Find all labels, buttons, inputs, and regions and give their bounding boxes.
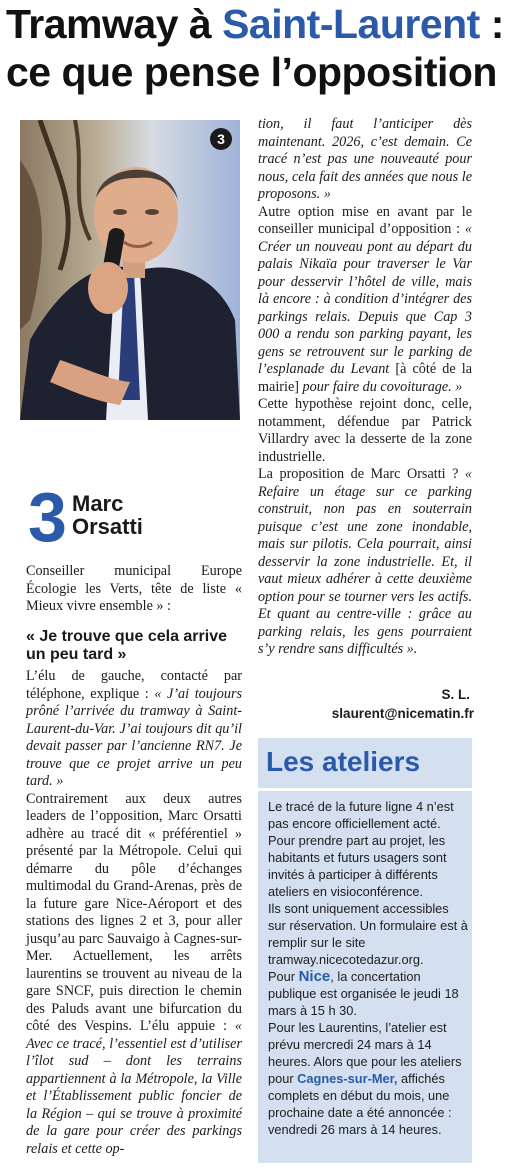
headline-text: Tramway à xyxy=(6,1,223,47)
col2-paragraph-2: Autre option mise en avant par le conseiller municipal d’opposition : « Créer un nouveau pont au départ du palais Nikaïa pour traverser le Var pour desservir l’hôtel de ville, mais là encore : à condition d’intégrer des parkings relais. Depuis que Cap 3 000 a rendu son parking payant, les gens se retrouvent sur le parking de l’esplanade du Levant [à côté de la mairie] pour faire du covoiturage. » xyxy=(258,203,472,395)
headline-line-2: ce que pense l’opposition xyxy=(6,49,497,95)
col1-paragraph-2: Contrairement aux deux autres leaders de l’opposition, Marc Orsatti adhère au tracé dit « préférentiel » présenté par la Métropole. Celui qui démarre du pôle d’échanges multimodal du Grand-Arenas, près de la future gare Nice-Aéroport et des stations des lignes 2 et 3, pour aller jusqu’au parc Sauvaigo à Cagnes-sur-Mer. Actuellement, les arrêts laurentins se trouvent au niveau de la gare SNCF, puis direction le chemin des Paluds avant une bifurcation du côté des Vespins. L’élu appuie : « Avec ce tracé, l’essentiel est d’utiliser l’îlot sud – dont les terrains appartiennent à la Métropole, la Ville et l’Établissement public foncier de la Région – qui se trouve à proximité de la gare pour créer des parkings relais et cette op- xyxy=(26,790,242,1157)
box-body xyxy=(268,798,468,1138)
box-title: Les ateliers xyxy=(266,746,421,777)
profile-name xyxy=(72,492,143,538)
author-email[interactable]: slaurent@nicematin.fr xyxy=(331,706,474,721)
col2-paragraph-3: Cette hypothèse rejoint donc, celle, notamment, défendue par Patrick Villardry avec la desserte de la zone industrielle. xyxy=(258,396,472,465)
headline-colon: : xyxy=(479,1,504,47)
profile-number: 3 xyxy=(28,478,67,556)
box-paragraph-1: Le tracé de la future ligne 4 n’est pas encore officiellement acté. Pour prendre part au projet, les habitants et futurs usagers sont invités à participer à différents ateliers en visioconférence. xyxy=(268,799,454,899)
col2-paragraph-1: tion, il faut l’anticiper dès maintenant. 2026, c’est demain. Ce tracé n’est pas une nouveauté pour nous, cela fait des années que nous le proposons. » xyxy=(258,116,472,202)
box-paragraph-4: Pour les Laurentins, l’atelier est prévu mercredi 24 mars à 14 heures. Alors que pour les ateliers pour Cagnes-sur-Mer, affichés complets en début du mois, une prochaine date a été annoncée : vendredi 26 mars à 14 heures. xyxy=(268,1020,462,1137)
box-divider xyxy=(258,788,472,791)
ateliers-box xyxy=(258,738,472,1163)
portrait-photo xyxy=(20,120,240,420)
col2-paragraph-4: La proposition de Marc Orsatti ? « Refaire un étage sur ce parking construit, non pas en souterrain puisque c’est une zone inondable, mais sur pilotis. Cela pourrait, ainsi desservir la zone industrielle. Et, il vaut mieux adhérer à cette deuxième option pour se tourner vers les actifs. Et quant au centre-ville : grâce au parking relais, les gens pourraient s’y rendre sans difficultés ». xyxy=(258,466,472,657)
headline-place: Saint-Laurent xyxy=(222,1,480,47)
profile-last-name: Orsatti xyxy=(72,514,143,539)
box-paragraph-2: Ils sont uniquement accessibles sur réservation. Un formulaire est à remplir sur le site tramway.nicecotedazur.org. xyxy=(268,901,468,967)
column-1-body xyxy=(26,668,242,1158)
column-2-body xyxy=(258,116,472,659)
profile-first-name: Marc xyxy=(72,491,124,516)
profile-intro: Conseiller municipal Europe Écologie les Verts, tête de liste « Mieux vivre ensemble » : xyxy=(26,563,242,614)
portrait-illustration xyxy=(20,120,240,420)
pull-quote: « Je trouve que cela arrive un peu tard » xyxy=(26,628,227,663)
box-paragraph-3: Pour Nice, la concertation publique est organisée le jeudi 18 mars à 15 h 30. xyxy=(268,968,459,1018)
headline-line-1 xyxy=(6,0,504,48)
photo-number-badge: 3 xyxy=(210,128,232,150)
col1-paragraph-1: L’élu de gauche, contacté par téléphone, explique : « J’ai toujours prôné l’arrivée du tramway à Saint-Laurent-du-Var. J’ai toujours dit qu’il devait passer par l’ancienne RN7. Je trouve que ce projet arrive un peu tard. » xyxy=(26,668,242,789)
author-initials: S. L. xyxy=(441,687,470,702)
